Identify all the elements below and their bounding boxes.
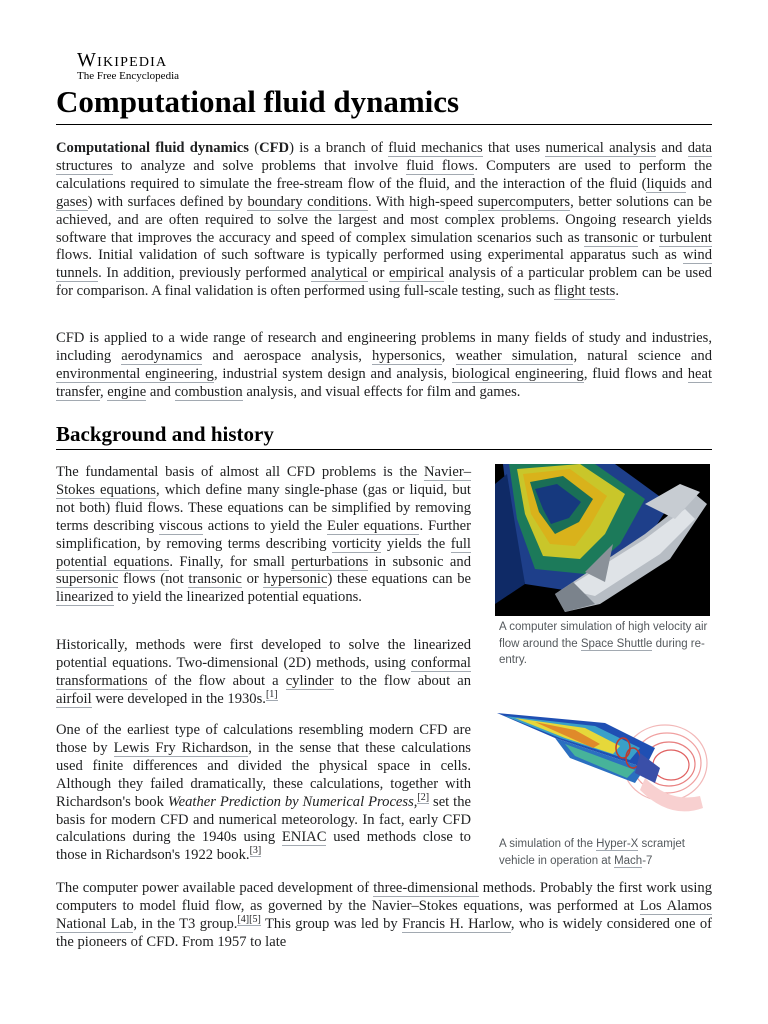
figure-hyperx bbox=[495, 708, 710, 869]
link-vorticity[interactable]: vorticity bbox=[332, 535, 382, 552]
text: during re-entry. bbox=[499, 637, 705, 666]
text: . With high-speed bbox=[367, 193, 478, 210]
link-heat-transfer[interactable]: heat transfer bbox=[56, 365, 712, 400]
link-numerical-analysis[interactable]: numerical analysis bbox=[545, 140, 657, 156]
link-linearized[interactable]: linearized bbox=[56, 589, 114, 606]
link-transonic-2[interactable]: transonic bbox=[188, 571, 242, 588]
text: , who is widely considered one of the pioneers of CFD. From 1957 to late bbox=[56, 915, 713, 950]
text: ) is a branch of bbox=[289, 140, 389, 156]
hyperx-simulation-image[interactable] bbox=[495, 708, 710, 828]
text: or bbox=[637, 229, 660, 246]
intro-paragraph-2 bbox=[56, 330, 712, 402]
text: A simulation of the bbox=[499, 838, 597, 850]
link-full-potential-equations[interactable]: full potential equations bbox=[56, 535, 471, 570]
text: , fluid flows and bbox=[583, 365, 688, 382]
hyperx-caption bbox=[495, 836, 710, 869]
text: flows. Initial validation of such software is typically performed using experimental apparatus such as bbox=[56, 247, 683, 264]
text: The fundamental basis of almost all CFD problems is the bbox=[56, 464, 424, 480]
figure-shuttle bbox=[495, 464, 710, 669]
link-perturbations[interactable]: perturbations bbox=[291, 553, 369, 570]
section-heading: Background and history bbox=[56, 420, 712, 450]
link-liquids[interactable]: liquids bbox=[646, 175, 687, 192]
text: of the flow about a bbox=[147, 672, 286, 689]
link-hypersonics[interactable]: hypersonics bbox=[372, 347, 442, 364]
history-paragraph-3 bbox=[56, 722, 471, 865]
link-fluid-mechanics[interactable]: fluid mechanics bbox=[388, 140, 483, 156]
link-hypersonic[interactable]: hypersonic bbox=[263, 571, 328, 588]
link-hyper-x[interactable]: Hyper-X bbox=[596, 838, 639, 850]
book-title: Weather Prediction by Numerical Process bbox=[167, 793, 414, 810]
ref-4[interactable]: [4] bbox=[237, 913, 250, 925]
link-biological-engineering[interactable]: biological engineering bbox=[451, 365, 584, 382]
text: or bbox=[241, 571, 264, 588]
text: . In addition, previously performed bbox=[98, 265, 311, 282]
link-transonic[interactable]: transonic bbox=[584, 229, 638, 246]
link-combustion[interactable]: combustion bbox=[174, 383, 243, 400]
link-flight-tests[interactable]: flight tests bbox=[554, 283, 616, 300]
text: scramjet vehicle in operation at bbox=[499, 838, 686, 867]
text: and bbox=[656, 140, 688, 156]
link-analytical[interactable]: analytical bbox=[310, 265, 368, 282]
text: ) these equations can be bbox=[327, 571, 471, 588]
ref-5[interactable]: [5] bbox=[249, 913, 261, 925]
text: and bbox=[146, 383, 175, 400]
text: . Further simplification, by removing terms describing bbox=[56, 517, 471, 552]
text: methods. Probably the first work using computers to model fluid flow, as governed by the Navier–Stokes equations, was performed at bbox=[56, 880, 712, 914]
shuttle-simulation-image[interactable] bbox=[495, 464, 710, 616]
link-gases[interactable]: gases bbox=[56, 193, 88, 210]
text: and aerospace analysis, bbox=[202, 347, 373, 364]
text: A computer simulation of high velocity air flow around the bbox=[499, 621, 708, 650]
link-weather-simulation[interactable]: weather simulation bbox=[455, 347, 574, 364]
text: , bbox=[441, 347, 456, 364]
ref-3[interactable]: [3] bbox=[249, 845, 262, 857]
history-paragraph-1 bbox=[56, 464, 471, 607]
history-paragraph-4 bbox=[56, 880, 712, 952]
text: that uses bbox=[482, 140, 546, 156]
link-three-dimensional[interactable]: three-dimensional bbox=[373, 880, 479, 896]
page-title: Computational fluid dynamics bbox=[56, 82, 712, 125]
link-supercomputers[interactable]: supercomputers bbox=[477, 193, 571, 210]
text: , industrial system design and analysis, bbox=[213, 365, 452, 382]
link-euler-equations[interactable]: Euler equations bbox=[327, 517, 420, 534]
link-wind-tunnels[interactable]: wind tunnels bbox=[56, 247, 712, 282]
text: yields the bbox=[381, 535, 451, 552]
bold-abbr: CFD bbox=[259, 140, 290, 156]
link-viscous[interactable]: viscous bbox=[159, 517, 203, 534]
text: to yield the linearized potential equations. bbox=[113, 589, 362, 606]
text: , which define many single-phase (gas or liquid, but not both) fluid flows. These equations can be simplified by removing terms describing bbox=[56, 481, 471, 534]
text: , natural science and bbox=[573, 347, 713, 364]
text: , bbox=[413, 793, 418, 810]
text: . bbox=[615, 283, 619, 300]
link-boundary-conditions[interactable]: boundary conditions bbox=[247, 193, 368, 210]
text: were developed in the 1930s. bbox=[91, 690, 266, 707]
link-aerodynamics[interactable]: aerodynamics bbox=[121, 347, 203, 364]
text: Historically, methods were first developed to solve the linearized potential equations. Two-dimensional (2D) methods, using bbox=[56, 637, 471, 671]
text: used methods close to those in Richardson's 1922 book. bbox=[56, 829, 471, 864]
link-fluid-flows[interactable]: fluid flows bbox=[406, 157, 475, 174]
text: , better solutions can be achieved, and are often required to solve the largest and most complex problems. Ongoing research yields software that improves the accuracy and speed of complex simulation scenarios such as bbox=[56, 193, 712, 246]
text: . Finally, for small bbox=[169, 553, 292, 570]
shuttle-caption bbox=[495, 619, 710, 669]
text: analysis of a particular problem can be used for comparison. A final validation is often performed using full-scale testing, such as bbox=[56, 265, 712, 300]
text: actions to yield the bbox=[202, 517, 328, 534]
text: analysis, and visual effects for film and games. bbox=[242, 383, 521, 400]
text: . Computers are used to perform the calculations required to simulate the free-stream flow of the fluid, and the interaction of the fluid ( bbox=[56, 157, 712, 192]
text: and bbox=[686, 175, 712, 192]
link-engine[interactable]: engine bbox=[107, 383, 147, 400]
link-lewis-fry-richardson[interactable]: Lewis Fry Richardson bbox=[113, 739, 249, 756]
text: , bbox=[99, 383, 108, 400]
link-environmental-engineering[interactable]: environmental engineering bbox=[56, 365, 214, 382]
text: CFD is applied to a wide range of research and engineering problems in many fields of study and industries, including bbox=[56, 330, 712, 364]
text: , in the T3 group. bbox=[133, 915, 238, 932]
text: , in the sense that these calculations used finite differences and divided the physical space in cells. Although they failed dramatically, these calculations, together with Richardson's book bbox=[56, 739, 471, 810]
link-los-alamos[interactable]: Los Alamos National Lab bbox=[56, 897, 712, 932]
ref-2[interactable]: [2] bbox=[417, 791, 430, 803]
text: or bbox=[367, 265, 390, 282]
link-space-shuttle[interactable]: Space Shuttle bbox=[580, 637, 653, 650]
text: in subsonic and bbox=[368, 553, 471, 570]
text: set the basis for modern CFD and numerical meteorology. In fact, early CFD calculations during the 1940s using bbox=[56, 793, 471, 846]
link-airfoil[interactable]: airfoil bbox=[56, 690, 92, 707]
text: -7 bbox=[642, 854, 653, 867]
link-conformal-transformations[interactable]: conformal transformations bbox=[56, 654, 471, 689]
text: to analyze and solve problems that involve bbox=[112, 157, 407, 174]
text: This group was led by bbox=[260, 915, 403, 932]
link-mach[interactable]: Mach bbox=[614, 854, 643, 867]
text: The computer power available paced development of bbox=[56, 880, 374, 896]
link-supersonic[interactable]: supersonic bbox=[56, 571, 119, 588]
text: ( bbox=[248, 140, 260, 156]
link-navier-stokes[interactable]: Navier–Stokes equations bbox=[56, 464, 471, 498]
bold-term: Computational fluid dynamics bbox=[56, 140, 249, 156]
tagline: The Free Encyclopedia bbox=[77, 70, 180, 82]
wikipedia-logo[interactable] bbox=[77, 49, 179, 82]
link-eniac[interactable]: ENIAC bbox=[281, 829, 327, 846]
intro-paragraph-1 bbox=[56, 140, 712, 301]
link-turbulent[interactable]: turbulent bbox=[659, 229, 712, 246]
text: One of the earliest type of calculations resembling modern CFD are those by bbox=[56, 722, 471, 756]
text: to the flow about an bbox=[333, 672, 472, 689]
link-data-structures[interactable]: data structures bbox=[56, 140, 712, 174]
history-paragraph-2 bbox=[56, 637, 471, 709]
link-empirical[interactable]: empirical bbox=[389, 265, 445, 282]
text: ) with surfaces defined by bbox=[87, 193, 248, 210]
link-francis-harlow[interactable]: Francis H. Harlow bbox=[402, 915, 511, 932]
ref-1[interactable]: [1] bbox=[265, 688, 278, 700]
wordmark: Wikipedia bbox=[77, 49, 168, 71]
link-cylinder[interactable]: cylinder bbox=[285, 672, 334, 689]
text: flows (not bbox=[118, 571, 189, 588]
